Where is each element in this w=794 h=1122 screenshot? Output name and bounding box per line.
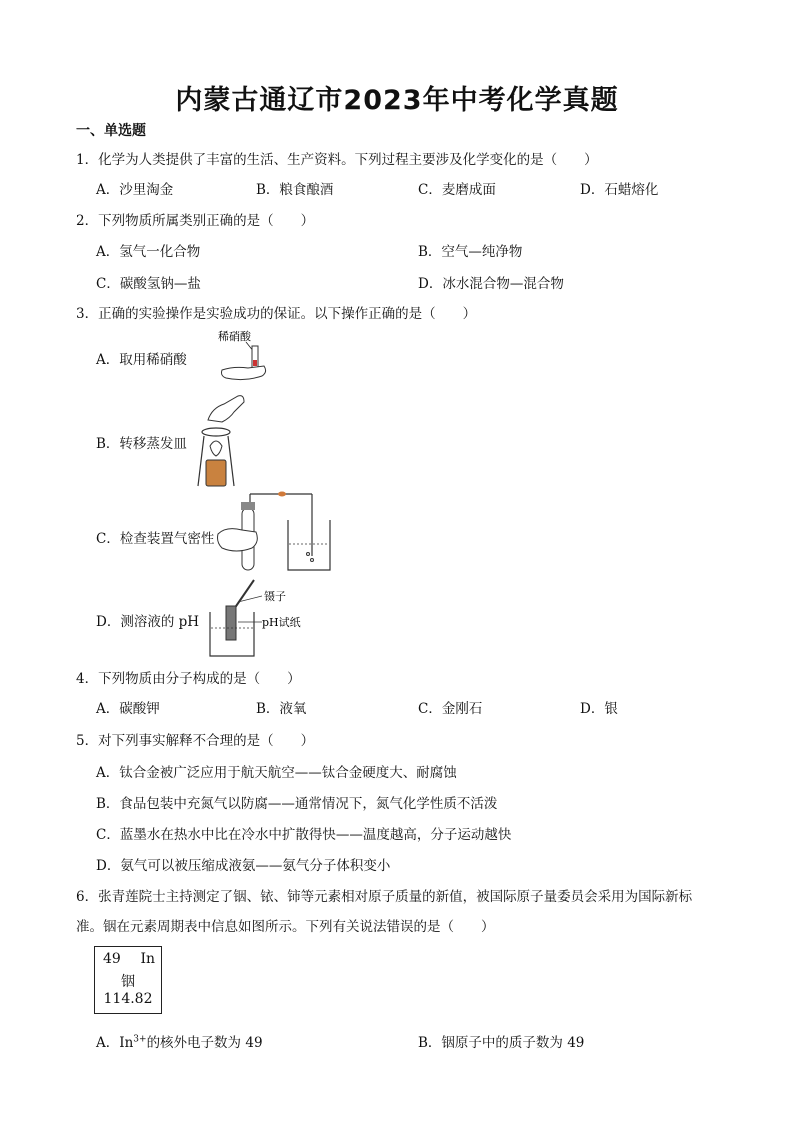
question-4-stem: 4．下列物质由分子构成的是（ ） bbox=[76, 671, 301, 687]
q1-option-b: B．粮食酿酒 bbox=[256, 182, 334, 198]
question-6-stem-line-1: 6．张青莲院士主持测定了铟、铱、铈等元素相对原子质量的新值，被国际原子量委员会采用为国际新标 bbox=[76, 889, 693, 905]
q1-option-c: C．麦磨成面 bbox=[418, 182, 496, 198]
q2-option-d: D．冰水混合物—混合物 bbox=[418, 276, 564, 292]
question-2-stem: 2．下列物质所属类别正确的是（ ） bbox=[76, 213, 315, 229]
q5-option-b: B．食品包装中充氮气以防腐——通常情况下，氮气化学性质不活泼 bbox=[96, 796, 498, 812]
section-heading: 一、单选题 bbox=[76, 123, 146, 139]
q2-option-b: B．空气—纯净物 bbox=[418, 244, 523, 260]
figure-evaporating-dish bbox=[194, 388, 254, 490]
atomic-number: 49 bbox=[103, 951, 121, 967]
element-symbol: In bbox=[140, 951, 155, 967]
q1-option-d: D．石蜡熔化 bbox=[580, 182, 659, 198]
q4-option-a: A．碳酸钾 bbox=[96, 701, 160, 717]
question-3-stem: 3．正确的实验操作是实验成功的保证。以下操作正确的是（ ） bbox=[76, 306, 477, 322]
label-ph-paper: pH试纸 bbox=[262, 616, 301, 629]
question-1-stem: 1．化学为人类提供了丰富的生活、生产资料。下列过程主要涉及化学变化的是（ ） bbox=[76, 152, 598, 168]
page-title: 内蒙古通辽市2023年中考化学真题 bbox=[175, 85, 619, 116]
figure-ph-test bbox=[204, 578, 314, 658]
periodic-table-cell-indium bbox=[94, 946, 162, 1014]
label-dilute-nitric-acid: 稀硝酸 bbox=[218, 330, 251, 343]
figure-pouring-acid bbox=[214, 326, 274, 384]
q3-option-b: B．转移蒸发皿 bbox=[96, 436, 187, 452]
q5-option-c: C．蓝墨水在热水中比在冷水中扩散得快——温度越高，分子运动越快 bbox=[96, 827, 512, 843]
q1-option-a: A．沙里淘金 bbox=[96, 182, 174, 198]
ion-charge: 3+ bbox=[133, 1034, 147, 1045]
q2-option-c: C．碳酸氢钠—盐 bbox=[96, 276, 201, 292]
atomic-mass: 114.82 bbox=[103, 991, 153, 1007]
question-5-stem: 5．对下列事实解释不合理的是（ ） bbox=[76, 733, 315, 749]
q4-option-d: D．银 bbox=[580, 701, 618, 717]
q4-option-b: B．液氧 bbox=[256, 701, 307, 717]
label-tweezers: 镊子 bbox=[264, 590, 286, 603]
question-6-stem-line-2: 准。铟在元素周期表中信息如图所示。下列有关说法错误的是（ ） bbox=[76, 919, 495, 935]
q2-option-a: A．氢气一化合物 bbox=[96, 244, 201, 260]
q3-option-c: C．检查装置气密性 bbox=[96, 531, 215, 547]
element-name: 铟 bbox=[121, 974, 135, 990]
q3-option-d: D．测溶液的 pH bbox=[96, 614, 200, 630]
q6-option-a-prefix: A．In bbox=[96, 1035, 134, 1051]
q6-option-a bbox=[96, 1031, 263, 1051]
q5-option-d: D．氨气可以被压缩成液氨——氨气分子体积变小 bbox=[96, 858, 391, 874]
q6-option-a-suffix: 的核外电子数为 49 bbox=[146, 1035, 263, 1051]
figure-airtightness-check bbox=[216, 490, 334, 576]
q5-option-a: A．钛合金被广泛应用于航天航空——钛合金硬度大、耐腐蚀 bbox=[96, 765, 457, 781]
q3-option-a: A．取用稀硝酸 bbox=[96, 352, 187, 368]
q4-option-c: C．金刚石 bbox=[418, 701, 483, 717]
q6-option-b: B．铟原子中的质子数为 49 bbox=[418, 1035, 585, 1051]
